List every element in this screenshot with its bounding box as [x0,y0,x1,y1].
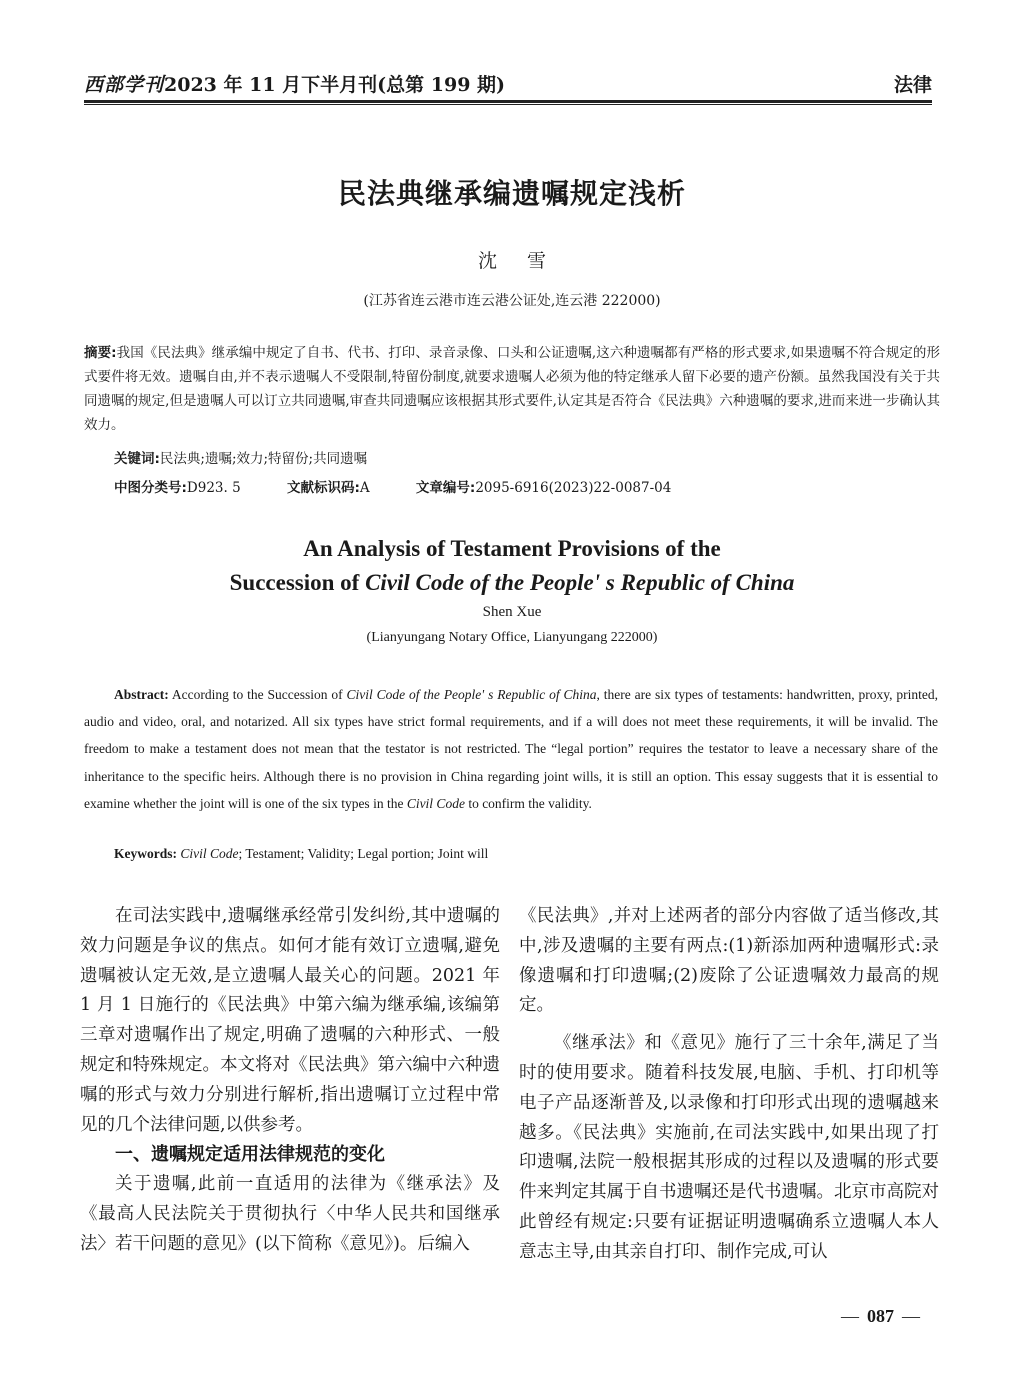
clc-label: 中图分类号: [114,480,187,496]
clc-number [114,480,241,496]
classification-line [114,476,713,496]
abstract-cn-label: 摘要: [84,345,117,361]
body-paragraph: 《民法典》,并对上述两者的部分内容做了适当修改,其中,涉及遗嘱的主要有两点:(1)新添加两种遗嘱形式:录像遗嘱和打印遗嘱;(2)废除了公证遗嘱效力最高的规定。 [519,906,939,1016]
abstract-en-part3: to confirm the validity. [464,795,592,811]
doc-value: A [359,480,370,496]
keywords-en-italic: Civil Code [180,846,239,861]
abstract-en-italic1: Civil Code of the People' s Republic of China [346,687,597,702]
keywords-cn-label: 关键词: [114,451,160,467]
keywords-cn-text: 民法典;遗嘱;效力;特留份;共同遗嘱 [159,451,368,467]
article-number [416,480,671,496]
page-number-value: 087 [867,1306,894,1326]
title-en-line2 [0,566,1024,600]
doc-code [287,480,370,496]
header-rule [84,104,932,105]
header-section: 法律 [893,74,932,96]
affiliation-en: (Lianyungang Notary Office, Lianyungang 222000) [366,630,658,645]
abstract-en-part2: , there are six types of testaments: handwritten, proxy, printed, audio and video, oral, and notarized. All six types have strict formal requirements, and if a will does not meet these requirements, it will be invalid. The freedom to make a testament does not mean that the testator is not restricted. The “legal portion” requires the testator to leave a necessary share of the inheritance to the specific heirs. Although there is no provision in China regarding joint wills, it is still an option. This essay suggests that it is essential to examine whether the joint will is one of the six types in the [84,687,938,811]
author-en: Shen Xue [482,604,542,620]
author-cn: 沈雪 [477,250,576,272]
page-dash-right: — [902,1306,920,1326]
body-column-left [80,902,500,1260]
abstract-en-label: Abstract: [114,687,169,702]
body-column-right [519,902,939,1268]
keywords-cn [114,447,367,467]
clc-value: D923. 5 [186,480,241,496]
page-dash-left: — [841,1306,859,1326]
abstract-cn-text: 我国《民法典》继承编中规定了自书、代书、打印、录音录像、口头和公证遗嘱,这六种遗嘱都有严格的形式要求,如果遗嘱不符合规定的形式要件将无效。遗嘱自由,并不表示遗嘱人不受限制,特留份制度,就要求遗嘱人必须为他的特定继承人留下必要的遗产份额。虽然我国没有关于共同遗嘱的规定,但是遗嘱人可以订立共同遗嘱,审查共同遗嘱应该根据其形式要件,认定其是否符合《民法典》六种遗嘱的要求,进而来进一步确认其效力。 [84,345,940,433]
title-en-line2-prefix: Succession of [229,570,366,595]
paper-title-cn: 民法典继承编遗嘱规定浅析 [337,177,686,210]
running-header [84,66,932,103]
abstract-cn [84,341,940,437]
body-paragraph: 关于遗嘱,此前一直适用的法律为《继承法》及《最高人民法院关于贯彻执行〈中华人民共和国继承法〉若干问题的意见》(以下简称《意见》)。后编入 [80,1174,500,1254]
doc-label: 文献标识码: [286,480,360,496]
issue-info: 2023 年 11 月下半月刊(总第 199 期) [164,74,506,96]
article-value: 2095-6916(2023)22-0087-04 [475,480,672,496]
journal-logo: 西部学刊 [84,74,165,96]
keywords-en-label: Keywords: [114,846,177,861]
section-heading: 一、遗嘱规定适用法律规范的变化 [115,1144,385,1166]
keywords-en-rest: ; Testament; Validity; Legal portion; Joint will [238,846,489,861]
affiliation-cn: (江苏省连云港市连云港公证处,连云港 222000) [363,293,661,309]
page-number [833,1306,928,1327]
keywords-en [114,846,488,862]
title-en-line1: An Analysis of Testament Provisions of the [303,536,721,561]
abstract-en-part1: According to the Succession of [171,687,347,702]
paragraph-gap [519,1021,939,1029]
title-en-line2-italic: Civil Code of the People' s Republic of China [365,570,795,595]
body-paragraph: 《继承法》和《意见》施行了三十余年,满足了当时的使用要求。随着科技发展,电脑、手机、打印机等电子产品逐渐普及,以录像和打印形式出现的遗嘱越来越多。《民法典》实施前,在司法实践中,如果出现了打印遗嘱,法院一般根据其形成的过程以及遗嘱的形式要件来判定其属于自书遗嘱还是代书遗嘱。北京市高院对此曾经有规定:只要有证据证明遗嘱确系立遗嘱人本人意志主导,由其亲自打印、制作完成,可认 [519,1033,939,1262]
body-paragraph: 在司法实践中,遗嘱继承经常引发纠纷,其中遗嘱的效力问题是争议的焦点。如何才能有效订立遗嘱,避免遗嘱被认定无效,是立遗嘱人最关心的问题。2021 年 1 月 1 日施行的《民法典》中第六编为继承编,该编第三章对遗嘱作出了规定,明确了遗嘱的六种形式、一般规定和特殊规定。本文将对《民法典》第六编中六种遗嘱的形式与效力分别进行解析,指出遗嘱订立过程中常见的几个法律问题,以供参考。 [80,906,500,1135]
abstract-en [84,681,938,817]
paper-title-en [0,532,1024,600]
abstract-en-italic2: Civil Code [406,795,465,811]
article-label: 文章编号: [415,480,476,496]
header-journal-issue [84,70,505,97]
